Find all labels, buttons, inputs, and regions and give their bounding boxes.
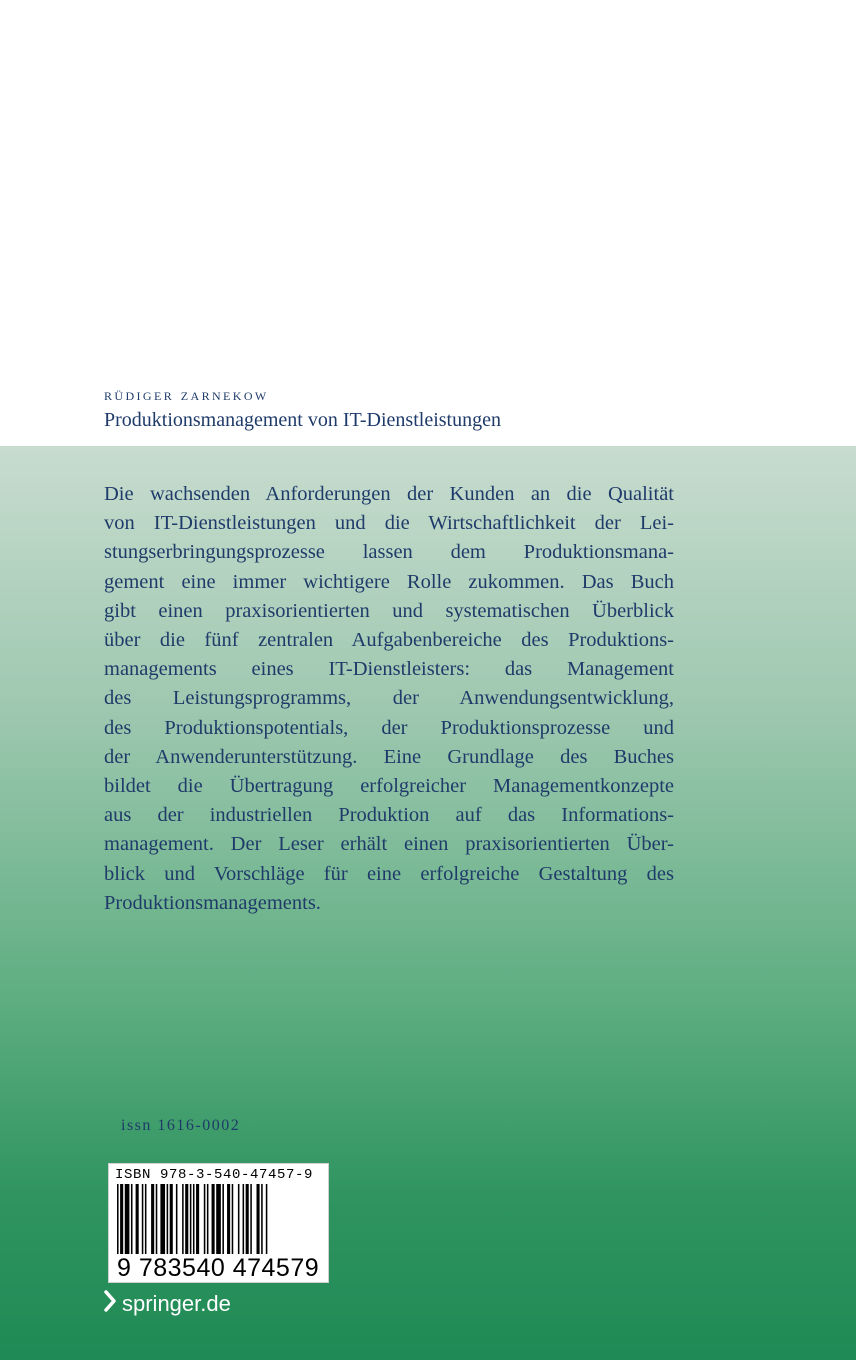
blurb-line: Produktionsmanagements. xyxy=(104,891,321,914)
blurb-line: Die wachsenden Anforderungen der Kunden an die Qualität xyxy=(104,483,674,505)
blurb-line: von IT-Dienstleistungen und die Wirtschaftlichkeit der Lei- xyxy=(104,512,674,535)
blurb-line: des Leistungsprogramms, der Anwendungsentwicklung, xyxy=(104,687,674,710)
barcode-digits: 9 783540 474579 xyxy=(117,1254,320,1282)
blurb-line: blick und Vorschläge für eine erfolgreiche Gestaltung des xyxy=(104,862,674,885)
blurb-line: über die fünf zentralen Aufgabenbereiche des Produktions- xyxy=(104,629,674,652)
blurb-line: management. Der Leser erhält einen praxisorientierten Über- xyxy=(104,833,674,856)
blurb-line: der Anwenderunterstützung. Eine Grundlage des Buches xyxy=(104,745,674,768)
isbn-barcode xyxy=(108,1163,329,1283)
author-name: rüdiger zarnekow xyxy=(104,385,269,404)
isbn-text: ISBN 978-3-540-47457-9 xyxy=(115,1167,314,1183)
publisher-url: springer.de xyxy=(122,1291,231,1316)
blurb-line: gement eine immer wichtigere Rolle zukommen. Das Buch xyxy=(104,570,674,593)
blurb-line: aus der industriellen Produktion auf das Informations- xyxy=(104,804,674,827)
blurb-line: des Produktionspotentials, der Produktionsprozesse und xyxy=(104,716,674,739)
blurb-line: bildet die Übertragung erfolgreicher Managementkonzepte xyxy=(104,775,674,798)
publisher-logo xyxy=(104,1290,231,1318)
blurb-text xyxy=(104,480,674,918)
top-white-area xyxy=(0,0,856,446)
book-title: Produktionsmanagement von IT-Dienstleistungen xyxy=(104,409,501,431)
chevron-right-icon xyxy=(104,1290,116,1318)
blurb-line: managements eines IT-Dienstleisters: das Management xyxy=(104,658,674,681)
blurb-line: gibt einen praxisorientierten und systematischen Überblick xyxy=(104,599,674,622)
blurb-line: stungserbringungsprozesse lassen dem Produktionsmana- xyxy=(104,541,674,564)
issn-number: issn 1616-0002 xyxy=(121,1117,241,1134)
barcode-bars xyxy=(117,1184,322,1256)
